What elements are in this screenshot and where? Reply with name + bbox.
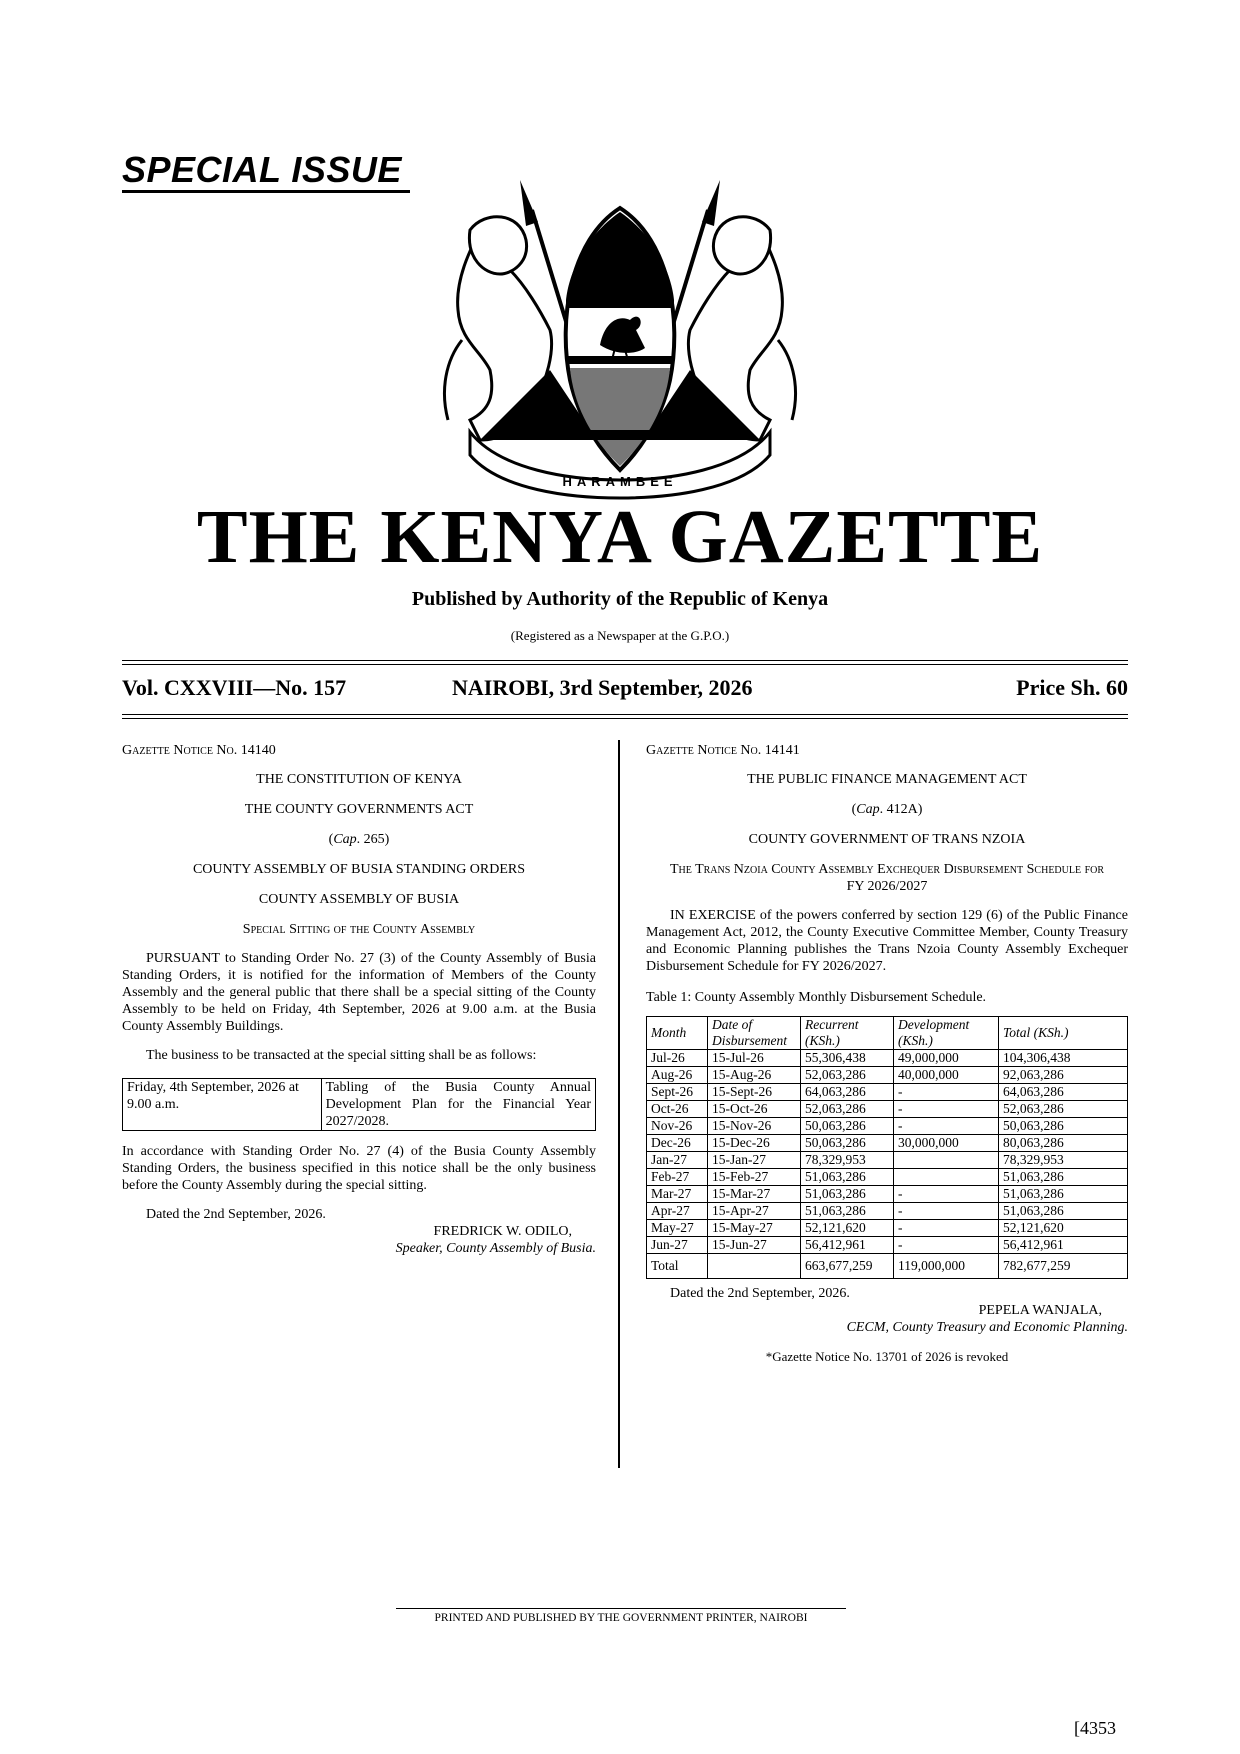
table-cell: Jan-27: [647, 1152, 708, 1169]
table-cell: 78,329,953: [801, 1152, 894, 1169]
table-row: [123, 1079, 596, 1131]
table-cell: [894, 1169, 999, 1186]
heading-pfm-act: THE PUBLIC FINANCE MANAGEMENT ACT: [747, 772, 1027, 787]
heading-county-assembly: COUNTY ASSEMBLY OF BUSIA: [258, 892, 460, 907]
table-row: [647, 1220, 1128, 1237]
table-cell: 104,306,438: [999, 1050, 1128, 1067]
cap-number: . 412A): [879, 802, 923, 817]
table-cell: 15-May-27: [708, 1220, 801, 1237]
table-cell: 49,000,000: [894, 1050, 999, 1067]
table-cell: 52,063,286: [999, 1101, 1128, 1118]
cap-number: . 265): [356, 832, 390, 847]
cap-label: Cap: [856, 802, 880, 817]
notice-number: Gazette Notice No. 14141: [646, 743, 800, 758]
table-row: [647, 1203, 1128, 1220]
table-cell: 51,063,286: [999, 1169, 1128, 1186]
table-cell: 56,412,961: [801, 1237, 894, 1254]
table-cell: -: [894, 1084, 999, 1101]
table-cell: 50,063,286: [999, 1118, 1128, 1135]
table-cell: 92,063,286: [999, 1067, 1128, 1084]
table-cell: -: [894, 1203, 999, 1220]
special-issue-banner: SPECIAL ISSUE: [122, 150, 410, 193]
table-cell: 78,329,953: [999, 1152, 1128, 1169]
signatory-name: PEPELA WANJALA,: [978, 1303, 1102, 1318]
table-row: [647, 1152, 1128, 1169]
notice-number: Gazette Notice No. 14140: [122, 743, 276, 758]
table-cell: 15-Apr-27: [708, 1203, 801, 1220]
price: Price Sh. 60: [1016, 675, 1128, 700]
table-caption: Table 1: County Assembly Monthly Disbursement Schedule.: [646, 990, 987, 1005]
column-header: Recurrent (KSh.): [801, 1017, 894, 1050]
heading-county-government: COUNTY GOVERNMENT OF TRANS NZOIA: [748, 832, 1026, 847]
cap-reference: (Cap. 265): [328, 832, 390, 847]
table-cell: 80,063,286: [999, 1135, 1128, 1152]
table-cell: 15-Jun-27: [708, 1237, 801, 1254]
signatory-name: FREDRICK W. ODILO,: [433, 1224, 572, 1239]
gazette-notice-14140: [122, 742, 596, 1257]
column-header: Development (KSh.): [894, 1017, 999, 1050]
table-row: [647, 1135, 1128, 1152]
published-by: Published by Authority of the Republic of Kenya: [411, 588, 829, 610]
column-divider: [618, 740, 620, 1468]
table-cell: 15-Oct-26: [708, 1101, 801, 1118]
column-header: Date of Disbursement: [708, 1017, 801, 1050]
table-cell: 15-Mar-27: [708, 1186, 801, 1203]
paragraph-business: The business to be transacted at the special sitting shall be as follows:: [146, 1048, 537, 1063]
table-cell: 55,306,438: [801, 1050, 894, 1067]
table-cell: 15-Jan-27: [708, 1152, 801, 1169]
revocation-note: *Gazette Notice No. 13701 of 2026 is revoked: [765, 1349, 1009, 1364]
signatory-title: Speaker, County Assembly of Busia.: [395, 1241, 596, 1256]
signatory-title: CECM, County Treasury and Economic Planning.: [846, 1320, 1128, 1335]
table-cell: 52,121,620: [999, 1220, 1128, 1237]
table-cell: Jun-27: [647, 1237, 708, 1254]
rule-bottom-1: [122, 714, 1128, 715]
table-cell: 52,063,286: [801, 1101, 894, 1118]
table-cell: Apr-27: [647, 1203, 708, 1220]
table-cell: 15-Feb-27: [708, 1169, 801, 1186]
table-row: [647, 1101, 1128, 1118]
paragraph-pursuant: PURSUANT to Standing Order No. 27 (3) of the County Assembly of Busia Standing Orders, it is notified for the information of Members of the County Assembly and the general public that there shall be a special sitting of the County Assembly to be held on Friday, 4th September, 2026 at 9.00 a.m. at the Busia County Assembly Buildings.: [122, 951, 596, 1034]
table-cell: 64,063,286: [801, 1084, 894, 1101]
table-cell: -: [894, 1186, 999, 1203]
table-cell: 15-Sept-26: [708, 1084, 801, 1101]
table-header-row: [647, 1017, 1128, 1050]
gazette-title: THE KENYA GAZETTE: [196, 495, 1044, 579]
table-cell: Dec-26: [647, 1135, 708, 1152]
table-cell: Feb-27: [647, 1169, 708, 1186]
table-row: [647, 1186, 1128, 1203]
table-cell: 15-Aug-26: [708, 1067, 801, 1084]
heading-act: THE COUNTY GOVERNMENTS ACT: [244, 802, 474, 817]
table-cell: Aug-26: [647, 1067, 708, 1084]
table-cell: 51,063,286: [801, 1169, 894, 1186]
sitting-schedule-table: [122, 1078, 596, 1131]
table-cell: 52,063,286: [801, 1067, 894, 1084]
page-number: [4353: [1074, 1718, 1116, 1738]
footer-rule: [396, 1608, 846, 1609]
total-cell: 782,677,259: [999, 1254, 1128, 1279]
subheading: Special Sitting of the County Assembly: [242, 922, 476, 937]
schedule-business: Tabling of the Busia County Annual Development Plan for the Financial Year 2027/2028.: [321, 1079, 595, 1131]
table-cell: 50,063,286: [801, 1135, 894, 1152]
disbursement-table: [646, 1016, 1128, 1279]
table-cell: 51,063,286: [801, 1186, 894, 1203]
table-row: [647, 1118, 1128, 1135]
registered-note: (Registered as a Newspaper at the G.P.O.): [510, 628, 730, 643]
total-row: [647, 1254, 1128, 1279]
dated-line: Dated the 2nd September, 2026.: [670, 1286, 850, 1301]
table-cell: Mar-27: [647, 1186, 708, 1203]
table-cell: 51,063,286: [801, 1203, 894, 1220]
volume-number: Vol. CXXVIII—No. 157: [122, 675, 347, 700]
heading-standing-orders: COUNTY ASSEMBLY OF BUSIA STANDING ORDERS: [192, 862, 526, 877]
table-row: [647, 1084, 1128, 1101]
table-row: [647, 1067, 1128, 1084]
subheading: The Trans Nzoia County Assembly Exchequer Disbursement Schedule for FY 2026/2027: [669, 862, 1105, 894]
table-row: [647, 1237, 1128, 1254]
rule-top-1: [122, 660, 1128, 661]
table-cell: -: [894, 1237, 999, 1254]
total-cell: 119,000,000: [894, 1254, 999, 1279]
rule-top-2: [122, 664, 1128, 665]
table-cell: -: [894, 1101, 999, 1118]
dated-line: Dated the 2nd September, 2026.: [146, 1207, 326, 1222]
table-cell: 30,000,000: [894, 1135, 999, 1152]
table-cell: Oct-26: [647, 1101, 708, 1118]
table-cell: 40,000,000: [894, 1067, 999, 1084]
table-cell: May-27: [647, 1220, 708, 1237]
table-cell: Nov-26: [647, 1118, 708, 1135]
coat-of-arms-emblem: [440, 170, 800, 500]
total-cell: 663,677,259: [801, 1254, 894, 1279]
paragraph-accordance: In accordance with Standing Order No. 27 (4) of the Busia County Assembly Standing Orders, the business specified in this notice shall be the only business before the County Assembly during the special sitting.: [122, 1144, 596, 1193]
table-cell: 15-Jul-26: [708, 1050, 801, 1067]
cap-reference: (Cap. 412A): [851, 802, 923, 817]
table-cell: -: [894, 1118, 999, 1135]
table-cell: 64,063,286: [999, 1084, 1128, 1101]
table-cell: 15-Nov-26: [708, 1118, 801, 1135]
table-cell: 51,063,286: [999, 1203, 1128, 1220]
table-cell: -: [894, 1220, 999, 1237]
total-cell: [708, 1254, 801, 1279]
table-cell: 56,412,961: [999, 1237, 1128, 1254]
table-cell: 50,063,286: [801, 1118, 894, 1135]
place-date: NAIROBI, 3rd September, 2026: [452, 675, 753, 700]
table-cell: 52,121,620: [801, 1220, 894, 1237]
table-cell: 15-Dec-26: [708, 1135, 801, 1152]
column-header: Month: [647, 1017, 708, 1050]
table-cell: [894, 1152, 999, 1169]
table-cell: Sept-26: [647, 1084, 708, 1101]
heading-constitution: THE CONSTITUTION OF KENYA: [256, 772, 462, 787]
column-header: Total (KSh.): [999, 1017, 1128, 1050]
paragraph-exercise: IN EXERCISE of the powers conferred by section 129 (6) of the Public Finance Management Act, 2012, the County Executive Committee Member, County Treasury and Economic Planning publishes the Trans Nzoia County Assembly Exchequer Disbursement Schedule for FY 2026/2027.: [646, 908, 1128, 974]
crest-motto: HARAMBEE: [562, 474, 678, 489]
table-cell: Jul-26: [647, 1050, 708, 1067]
table-row: [647, 1050, 1128, 1067]
rule-bottom-2: [122, 718, 1128, 719]
schedule-when: Friday, 4th September, 2026 at 9.00 a.m.: [123, 1079, 322, 1131]
gazette-notice-14141: [646, 742, 1128, 1365]
total-cell: Total: [647, 1254, 708, 1279]
printer-imprint: PRINTED AND PUBLISHED BY THE GOVERNMENT PRINTER, NAIROBI: [434, 1612, 808, 1624]
table-cell: 51,063,286: [999, 1186, 1128, 1203]
cap-label: Cap: [333, 832, 357, 847]
table-row: [647, 1169, 1128, 1186]
